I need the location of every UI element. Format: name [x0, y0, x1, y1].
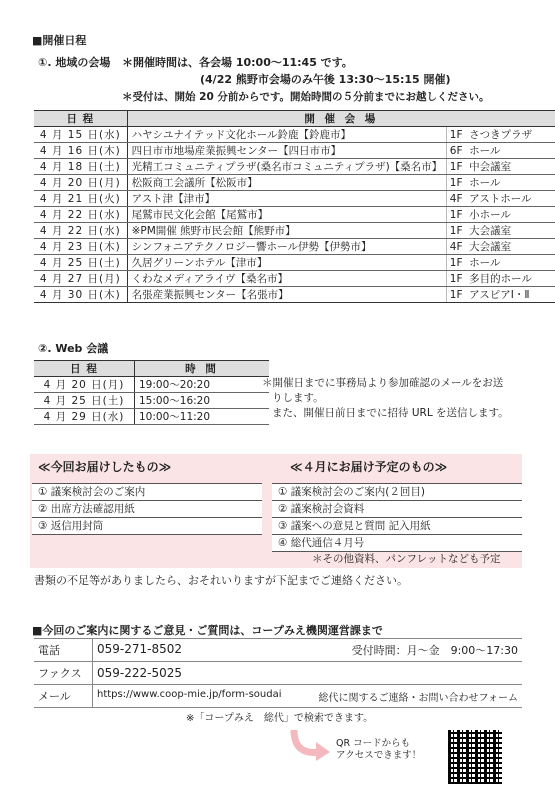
delivered-title: ≪今回お届けしたもの≫: [38, 460, 172, 474]
schedule-date: 4 月 23 日(木): [34, 239, 127, 255]
web-row: [34, 393, 269, 409]
schedule-floor: 1F: [447, 207, 465, 223]
schedule-date: 4 月 25 日(土): [34, 255, 127, 271]
regional-label: ①. 地域の会場: [38, 56, 111, 69]
time-note-3: ＊受付は、開始 20 分前からです。開始時間の５分前までにお越しください。: [122, 91, 490, 103]
schedule-venue: 四日市市地場産業振興センター【四日市市】: [127, 143, 447, 159]
qr-code[interactable]: [448, 730, 502, 784]
schedule-room: アストホール: [465, 191, 555, 207]
schedule-row: [34, 127, 555, 143]
fax-label: ファクス: [34, 662, 93, 685]
contact-title: ■今回のご案内に関するご意見・ご質問は、コープみえ機関運営課まで: [32, 624, 383, 637]
web-note-2: りします。: [272, 392, 324, 404]
schedule-room: 中会議室: [465, 159, 555, 175]
planned-item: ① 議案検討会のご案内(２回目): [272, 484, 522, 501]
time-note-1: ＊開催時間は、各会場 10:00～11:45 です。: [122, 56, 353, 69]
schedule-venue: アスト津【津市】: [127, 191, 447, 207]
planned-item: ② 議案検討会資料: [272, 501, 522, 518]
schedule-floor: 4F: [447, 239, 465, 255]
schedule-row: [34, 207, 555, 223]
schedule-table: [34, 110, 555, 303]
planned-note: ＊その他資料、パンフレットなども予定: [312, 553, 501, 565]
web-note-1: ＊開催日までに事務局より参加確認のメールをお送: [262, 377, 504, 389]
schedule-room: ホール: [465, 255, 555, 271]
web-table: [34, 360, 269, 425]
schedule-date: 4 月 15 日(水): [34, 127, 127, 143]
phone-number[interactable]: 059-271-8502: [97, 642, 183, 656]
schedule-venue: シンフォニアテクノロジー響ホール伊勢【伊勢市】: [127, 239, 447, 255]
schedule-room: 小ホール: [465, 207, 555, 223]
web-note: [262, 376, 509, 421]
time-note-2: (4/22 熊野市会場のみ午後 13:30～15:15 開催): [200, 73, 451, 86]
schedule-room: アスピアⅠ・Ⅱ: [465, 287, 555, 303]
fax-number: 059-222-5025: [97, 666, 183, 680]
web-time: 15:00～16:20: [135, 393, 270, 409]
schedule-room: ホール: [465, 175, 555, 191]
phone-label: 電話: [34, 639, 93, 662]
schedule-room: 大会議室: [465, 239, 555, 255]
contact-phone-row: [34, 639, 522, 662]
contact-hours: 受付時間：月～金 9:00～17:30: [351, 644, 518, 657]
delivered-item: ① 議案検討会のご案内: [32, 484, 262, 501]
schedule-venue: 名張産業振興センター【名張市】: [127, 287, 447, 303]
schedule-floor: 1F: [447, 175, 465, 191]
schedule-floor: 1F: [447, 223, 465, 239]
fax-value: [93, 662, 523, 685]
schedule-floor: 1F: [447, 287, 465, 303]
schedule-venue: 松阪商工会議所【松阪市】: [127, 175, 447, 191]
form-url-note: 総代に関するご連絡・お問い合わせフォーム: [318, 692, 518, 704]
schedule-date: 4 月 27 日(月): [34, 271, 127, 287]
web-header-row: [34, 361, 269, 377]
web-time: 19:00～20:20: [135, 377, 270, 393]
schedule-row: [34, 223, 555, 239]
schedule-date: 4 月 30 日(木): [34, 287, 127, 303]
col-venue-header: 開 催 会 場: [127, 111, 555, 127]
schedule-room: ホール: [465, 143, 555, 159]
form-url-link[interactable]: https://www.coop-mie.jp/form-soudai: [97, 688, 282, 700]
schedule-header-row: [34, 111, 555, 127]
schedule-room: 多目的ホール: [465, 271, 555, 287]
delivered-item: ③ 返信用封筒: [32, 518, 262, 535]
schedule-venue: 尾鷲市民文化会館【尾鷲市】: [127, 207, 447, 223]
web-col-date-header: 日 程: [34, 361, 135, 377]
schedule-row: [34, 175, 555, 191]
schedule-venue: ハヤシユナイテッド文化ホール鈴鹿【鈴鹿市】: [127, 127, 447, 143]
planned-list: [272, 483, 522, 552]
schedule-row: [34, 143, 555, 159]
schedule-date: 4 月 20 日(月): [34, 175, 127, 191]
schedule-row: [34, 255, 555, 271]
missing-note: 書類の不足等がありましたら、おそれいりますが下記までご連絡ください。: [34, 574, 408, 587]
schedule-row: [34, 271, 555, 287]
web-label: ②. Web 会議: [38, 342, 109, 355]
web-col-time-header: 時 間: [135, 361, 270, 377]
schedule-room: 大会議室: [465, 223, 555, 239]
schedule-venue: くわなメディアライヴ【桑名市】: [127, 271, 447, 287]
qr-note: [336, 738, 421, 762]
planned-item: ④ 総代通信４月号: [272, 535, 522, 552]
schedule-date: 4 月 21 日(火): [34, 191, 127, 207]
mail-label: メール: [34, 685, 93, 708]
web-time: 10:00～11:20: [135, 409, 270, 425]
mail-value: [93, 685, 523, 708]
contact-fax-row: [34, 662, 522, 685]
schedule-date: 4 月 16 日(木): [34, 143, 127, 159]
schedule-floor: 6F: [447, 143, 465, 159]
schedule-venue: 久居グリーンホテル【津市】: [127, 255, 447, 271]
schedule-floor: 1F: [447, 127, 465, 143]
schedule-date: 4 月 22 日(水): [34, 207, 127, 223]
schedule-row: [34, 287, 555, 303]
schedule-row: [34, 159, 555, 175]
schedule-date: 4 月 18 日(土): [34, 159, 127, 175]
schedule-venue: ※PM開催 熊野市民会館【熊野市】: [127, 223, 447, 239]
contact-mail-row: [34, 685, 522, 708]
schedule-venue: 光精工コミュニティプラザ(桑名市コミュニティプラザ)【桑名市】: [127, 159, 447, 175]
web-row: [34, 377, 269, 393]
schedule-room: さつきプラザ: [465, 127, 555, 143]
planned-title: ≪４月にお届け予定のもの≫: [290, 460, 448, 474]
phone-value[interactable]: [93, 639, 523, 662]
section-title: ■開催日程: [32, 34, 87, 47]
delivered-item: ② 出席方法確認用紙: [32, 501, 262, 518]
delivered-list: [32, 483, 262, 535]
search-note: ※「コープみえ 総代」で検索できます。: [186, 713, 374, 724]
col-date-header: 日 程: [34, 111, 127, 127]
schedule-floor: 1F: [447, 159, 465, 175]
planned-item: ③ 議案への意見と質問 記入用紙: [272, 518, 522, 535]
qr-note-1: QR コードからも: [336, 738, 411, 749]
schedule-date: 4 月 22 日(水): [34, 223, 127, 239]
contact-table: [34, 638, 522, 708]
web-date: 4 月 29 日(水): [34, 409, 135, 425]
schedule-floor: 4F: [447, 191, 465, 207]
schedule-row: [34, 239, 555, 255]
web-row: [34, 409, 269, 425]
curved-arrow-icon: [288, 728, 332, 762]
web-note-3: また、開催日前日までに招待 URL を送信します。: [272, 407, 509, 419]
schedule-row: [34, 191, 555, 207]
web-date: 4 月 20 日(月): [34, 377, 135, 393]
web-date: 4 月 25 日(土): [34, 393, 135, 409]
schedule-floor: 1F: [447, 271, 465, 287]
qr-note-2: アクセスできます！: [336, 750, 422, 761]
schedule-floor: 1F: [447, 255, 465, 271]
